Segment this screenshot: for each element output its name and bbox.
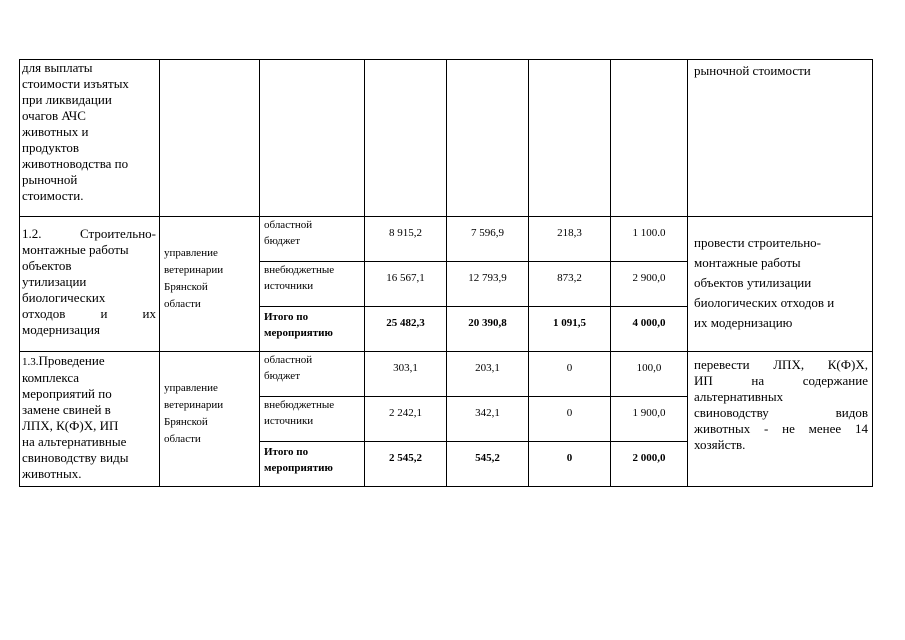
source-label: областной бюджет <box>264 354 313 382</box>
year3-cell: 4 000,0 <box>611 307 688 352</box>
year1-cell <box>447 60 529 217</box>
result-word: свиноводству <box>694 405 769 420</box>
activity-text: для выплаты стоимости изъятых при ликвидации очагов АЧС животных и продуктов животноводства по рыночной стоимости. <box>22 60 129 203</box>
activity-justified-line <box>22 306 156 322</box>
total-cell <box>365 60 447 217</box>
year3-cell: 2 000,0 <box>611 442 688 487</box>
year3-cell: 1 900,0 <box>611 397 688 442</box>
activity-cell <box>20 60 160 217</box>
total-label-cell <box>260 307 365 352</box>
result-justified-line <box>694 373 868 389</box>
source-label: внебюджетные источники <box>264 399 335 427</box>
executor-cell <box>160 352 260 487</box>
total-cell: 25 482,3 <box>365 307 447 352</box>
activity-text: монтажные работы объектов утилизации биологических <box>22 242 129 305</box>
activity-text <box>22 353 156 482</box>
total-label: Итого по мероприятию <box>264 311 333 339</box>
year2-cell: 0 <box>529 397 611 442</box>
year2-cell: 873,2 <box>529 262 611 307</box>
result-line: альтернативных <box>694 389 784 404</box>
activity-number: 1.3. <box>22 356 39 368</box>
executor-text: управление ветеринарии Брянской области <box>164 247 224 310</box>
year2-cell: 218,3 <box>529 217 611 262</box>
year3-cell <box>611 60 688 217</box>
source-cell <box>260 262 365 307</box>
activity-word: их <box>142 306 156 321</box>
executor-cell <box>160 60 260 217</box>
year1-cell: 12 793,9 <box>447 262 529 307</box>
table-row-activity-1-3 <box>20 352 873 397</box>
year2-cell: 0 <box>529 442 611 487</box>
activity-title: Проведение комплекса мероприятий по замене свиней в ЛПХ, К(Ф)Х, ИП на альтернативные свиноводству виды животных. <box>22 353 129 481</box>
year1-cell: 342,1 <box>447 397 529 442</box>
source-label: внебюджетные источники <box>264 264 335 292</box>
executor-text: управление ветеринарии Брянской области <box>164 382 224 445</box>
year2-cell <box>529 60 611 217</box>
activity-word: отходов <box>22 306 66 321</box>
activity-word: и <box>100 306 108 321</box>
result-line: хозяйств. <box>694 437 746 452</box>
year1-cell: 7 596,9 <box>447 217 529 262</box>
total-cell: 2 242,1 <box>365 397 447 442</box>
result-word: содержание <box>802 373 868 388</box>
year1-cell: 203,1 <box>447 352 529 397</box>
year3-cell: 2 900,0 <box>611 262 688 307</box>
total-cell: 2 545,2 <box>365 442 447 487</box>
result-justified-line <box>694 405 868 421</box>
source-cell <box>260 60 365 217</box>
result-text: провести строительно- монтажные работы объектов утилизации биологических отходов и их модернизацию <box>694 235 835 330</box>
result-word: на <box>751 373 765 388</box>
activity-title-line <box>22 226 156 242</box>
result-word: видов <box>835 405 868 420</box>
source-cell <box>260 352 365 397</box>
executor-cell <box>160 217 260 352</box>
source-cell <box>260 217 365 262</box>
year2-cell: 0 <box>529 352 611 397</box>
activity-number: 1.2. <box>22 226 42 241</box>
year1-cell: 20 390,8 <box>447 307 529 352</box>
result-cell <box>688 352 873 487</box>
result-cell <box>688 217 873 352</box>
result-line: животных - не менее 14 <box>694 421 868 436</box>
total-cell: 8 915,2 <box>365 217 447 262</box>
activity-title-start: Строительно- <box>80 226 156 241</box>
table-row-continuation <box>20 60 873 217</box>
result-word: ИП <box>694 373 713 388</box>
result-line: перевести ЛПХ, К(Ф)Х, <box>694 357 868 372</box>
total-cell: 16 567,1 <box>365 262 447 307</box>
year2-cell: 1 091,5 <box>529 307 611 352</box>
source-cell <box>260 397 365 442</box>
result-text: рыночной стоимости <box>694 63 811 78</box>
program-activities-table <box>19 59 873 487</box>
activity-cell <box>20 217 160 352</box>
table-row-activity-1-2 <box>20 217 873 262</box>
total-label-cell <box>260 442 365 487</box>
total-label: Итого по мероприятию <box>264 446 333 474</box>
activity-cell <box>20 352 160 487</box>
source-label: областной бюджет <box>264 219 313 247</box>
activity-text-end: модернизация <box>22 322 100 337</box>
result-cell <box>688 60 873 217</box>
year3-cell: 100,0 <box>611 352 688 397</box>
year1-cell: 545,2 <box>447 442 529 487</box>
year3-cell: 1 100.0 <box>611 217 688 262</box>
total-cell: 303,1 <box>365 352 447 397</box>
